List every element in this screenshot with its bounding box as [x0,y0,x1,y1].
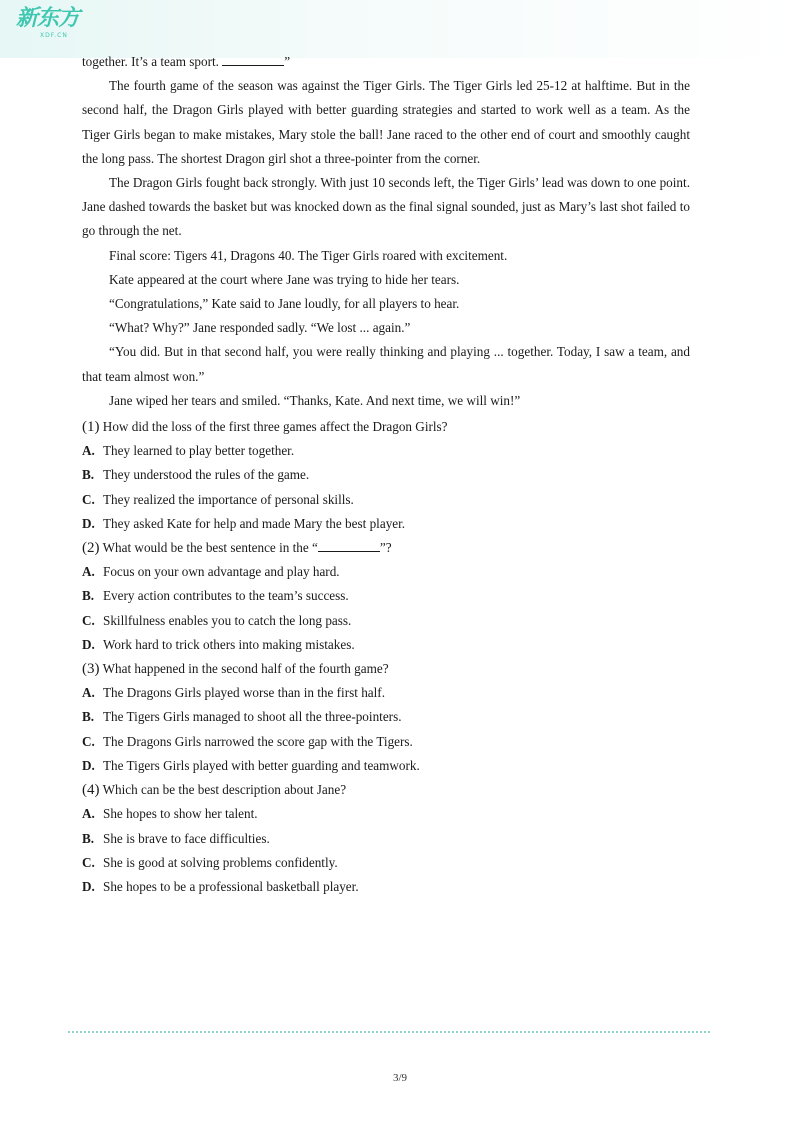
passage-paragraph-6: “What? Why?” Jane responded sadly. “We lost ... again.” [109,320,411,336]
logo-subtext: XDF.CN [40,32,68,39]
question-1-option-c[interactable]: C. They realized the importance of personal skills. [82,491,354,507]
question-4-option-d[interactable]: D. She hopes to be a professional basketball player. [82,878,359,894]
question-3: (3) What happened in the second half of the fourth game? [82,661,389,678]
logo-text: 新东方 [16,6,80,31]
question-2-option-b[interactable]: B. Every action contributes to the team’s success. [82,588,349,604]
xdf-logo [16,6,86,46]
question-2-option-d[interactable]: D. Work hard to trick others into making mistakes. [82,636,355,652]
question-3-option-a[interactable]: A. The Dragons Girls played worse than in the first half. [82,685,385,701]
question-1-option-d[interactable]: D. They asked Kate for help and made Mary the best player. [82,515,406,531]
question-1-option-a[interactable]: A. They learned to play better together. [82,443,295,459]
passage-paragraph-7: “You did. But in that second half, you were really thinking and playing ... together. Today, I saw a team, and that team almost won.” [82,344,690,384]
question-2-option-a[interactable]: A. Focus on your own advantage and play hard. [82,564,340,580]
question-blank [318,541,380,552]
passage-paragraph-3: Final score: Tigers 41, Dragons 40. The Tiger Girls roared with excitement. [109,247,508,263]
question-1: (1) How did the loss of the first three games affect the Dragon Girls? [82,419,448,436]
question-2-option-c[interactable]: C. Skillfulness enables you to catch the long pass. [82,612,352,628]
passage-paragraph-0: together. It’s a team sport. ” [82,54,291,69]
question-4-option-b[interactable]: B. She is brave to face difficulties. [82,830,270,846]
question-2: (2) What would be the best sentence in the “ ”? [82,540,392,557]
answer-blank [222,55,284,66]
question-4-option-a[interactable]: A. She hopes to show her talent. [82,806,258,822]
question-3-option-c[interactable]: C. The Dragons Girls narrowed the score gap with the Tigers. [82,733,413,749]
document-content [82,50,690,899]
question-1-option-b[interactable]: B. They understood the rules of the game. [82,467,310,483]
question-3-option-d[interactable]: D. The Tigers Girls played with better guarding and teamwork. [82,757,420,773]
footer-divider [68,1031,710,1033]
question-3-option-b[interactable]: B. The Tigers Girls managed to shoot all the three-pointers. [82,709,402,725]
question-4-option-c[interactable]: C. She is good at solving problems confidently. [82,854,338,870]
passage-paragraph-5: “Congratulations,” Kate said to Jane loudly, for all players to hear. [109,296,460,312]
passage-paragraph-1: The fourth game of the season was against the Tiger Girls. The Tiger Girls led 25-12 at halftime. But in the second half, the Dragon Girls played with better guarding strategies and started to work well as a team. As the Tiger Girls began to make mistakes, Mary stole the ball! Jane raced to the other end of court and smoothly caught the long pass. The shortest Dragon girl shot a three-pointer from the corner. [82,78,690,166]
question-4: (4) Which can be the best description about Jane? [82,782,347,799]
passage-paragraph-4: Kate appeared at the court where Jane was trying to hide her tears. [109,271,460,287]
passage-paragraph-8: Jane wiped her tears and smiled. “Thanks, Kate. And next time, we will win!” [109,392,521,408]
page-number: 3/9 [392,1072,408,1084]
passage-paragraph-2: The Dragon Girls fought back strongly. With just 10 seconds left, the Tiger Girls’ lead was down to one point. Jane dashed towards the basket but was knocked down as the final signal sounded, just as Mary’s last shot failed to go through the net. [82,175,690,239]
